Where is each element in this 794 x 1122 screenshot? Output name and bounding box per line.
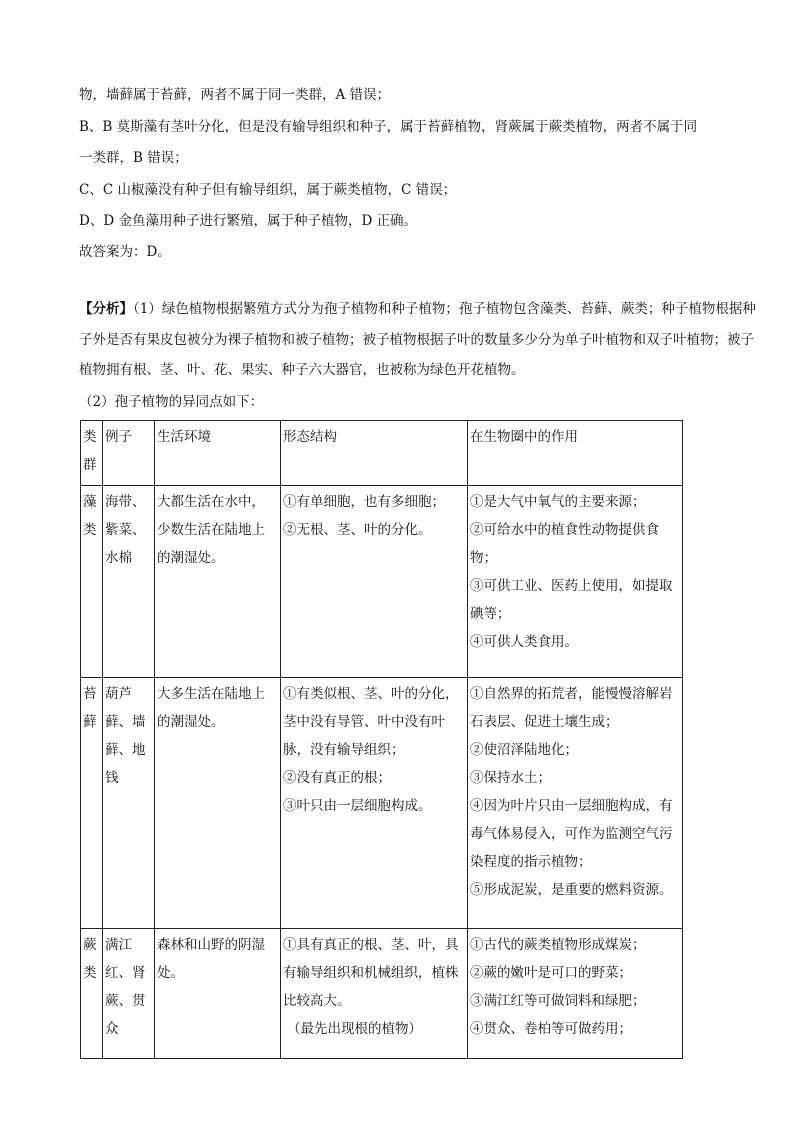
- role-item: ②蕨的嫩叶是可口的野菜；: [470, 965, 632, 981]
- answer-line: 故答案为：D。: [79, 244, 171, 260]
- row-examples: 海带、紫菜、水棉: [103, 486, 155, 678]
- row-group: 藻类: [81, 486, 103, 678]
- table-row: [81, 678, 683, 929]
- text-line-1: 物，墙藓属于苔藓，两者不属于同一类群，A 错误；: [79, 87, 391, 103]
- row-group: 蕨类: [81, 929, 103, 1059]
- structure-item: ①有单细胞，也有多细胞；: [283, 494, 445, 510]
- role-item: ④因为叶片只由一层细胞构成，有毒气体易侵入，可作为监测空气污染程度的指示植物；: [470, 798, 673, 870]
- header-group: 类群: [81, 421, 103, 486]
- header-role: 在生物圈中的作用: [468, 421, 683, 486]
- structure-item: ①有类似根、茎、叶的分化，茎中没有导管、叶中没有叶脉，没有输导组织；: [283, 686, 459, 758]
- analysis-paragraph: [79, 294, 759, 386]
- role-item: ③可供工业、医药上使用，如提取碘等；: [470, 578, 673, 622]
- role-item: ②使沼泽陆地化；: [470, 742, 578, 758]
- role-item: ①是大气中氧气的主要来源；: [470, 494, 646, 510]
- row-group: 苔藓: [81, 678, 103, 929]
- analysis-subtitle: （2）孢子植物的异同点如下：: [79, 394, 264, 410]
- role-item: ①古代的蕨类植物形成煤炭；: [470, 937, 646, 953]
- role-item: ④可供人类食用。: [470, 634, 578, 650]
- table-row: [81, 929, 683, 1059]
- row-habitat: 森林和山野的阴湿处。: [155, 929, 281, 1059]
- row-structure: [281, 486, 468, 678]
- role-item: ③保持水土；: [470, 770, 551, 786]
- text-line-2: B、B 莫斯藻有茎叶分化，但是没有输导组织和种子，属于苔藓植物，肾蕨属于蕨类植物，两者不属于同: [79, 119, 698, 135]
- analysis-text: （1）绿色植物根据繁殖方式分为孢子植物和种子植物；孢子植物包含藻类、苔藓、蕨类；种子植物根据种子外是否有果皮包被分为裸子植物和被子植物；被子植物根据子叶的数量多少分为单子叶植物和双子叶植物；被子植物拥有根、茎、叶、花、果实、种子六大器官，也被称为绿色开花植物。: [79, 301, 756, 378]
- table-row: [81, 486, 683, 678]
- structure-item: ②没有真正的根；: [283, 770, 391, 786]
- row-examples: 满江红、肾蕨、贯众: [103, 929, 155, 1059]
- text-line-3: 一类群，B 错误；: [79, 150, 188, 166]
- row-habitat: 大多生活在陆地上的潮湿处。: [155, 678, 281, 929]
- structure-item: ①具有真正的根、茎、叶，具有输导组织和机械组织，植株比较高大。: [283, 937, 459, 1009]
- text-line-5: D、D 金鱼藻用种子进行繁殖，属于种子植物，D 正确。: [79, 213, 418, 229]
- structure-item: ②无根、茎、叶的分化。: [283, 522, 432, 538]
- row-role: [468, 678, 683, 929]
- role-item: ④贯众、卷柏等可做药用；: [470, 1021, 632, 1037]
- role-item: ②可给水中的植食性动物提供食物；: [470, 522, 659, 566]
- spore-plants-table: [80, 420, 683, 1059]
- analysis-label: 【分析】: [79, 301, 133, 317]
- text-line-4: C、C 山椒藻没有种子但有输导组织，属于蕨类植物，C 错误；: [79, 182, 457, 198]
- row-structure: [281, 678, 468, 929]
- role-item: ③满江红等可做饲料和绿肥；: [470, 993, 646, 1009]
- row-habitat: 大都生活在水中，少数生活在陆地上的潮湿处。: [155, 486, 281, 678]
- row-role: [468, 486, 683, 678]
- role-item: ⑤形成泥炭，是重要的燃料资源。: [470, 882, 673, 898]
- header-examples: 例子: [103, 421, 155, 486]
- structure-item: （最先出现根的植物）: [287, 1021, 422, 1037]
- row-structure: [281, 929, 468, 1059]
- row-examples: 葫芦藓、墙藓、地钱: [103, 678, 155, 929]
- table-header-row: [81, 421, 683, 486]
- header-structure: 形态结构: [281, 421, 468, 486]
- row-role: [468, 929, 683, 1059]
- role-item: ①自然界的拓荒者，能慢慢溶解岩石表层、促进土壤生成；: [470, 686, 673, 730]
- structure-item: ③叶只由一层细胞构成。: [283, 798, 432, 814]
- header-habitat: 生活环境: [155, 421, 281, 486]
